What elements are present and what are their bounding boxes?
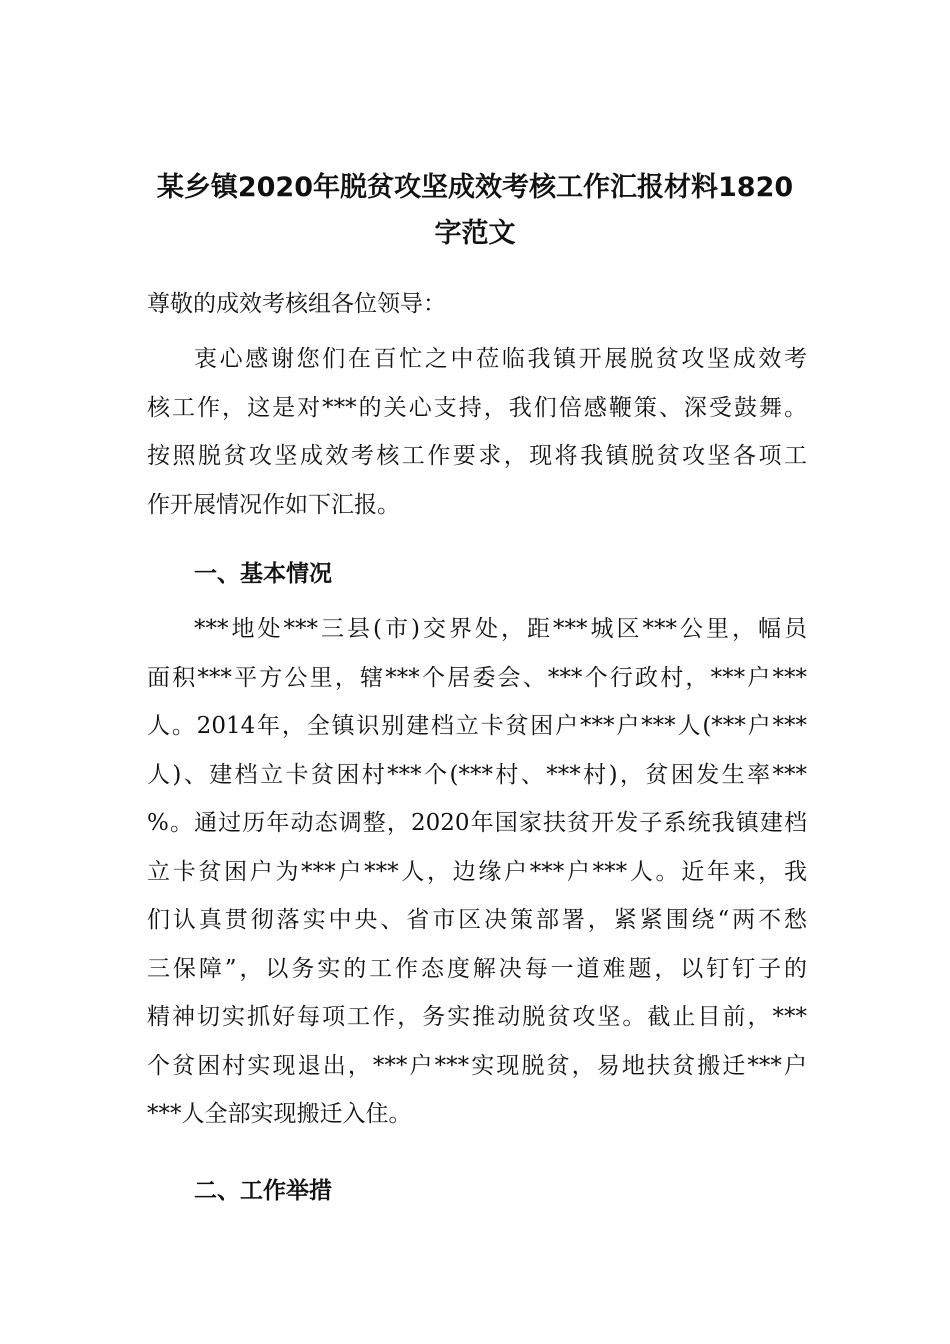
section-heading-work-measures: 二、工作举措 xyxy=(194,1178,332,1204)
basic-info-paragraph xyxy=(147,605,807,1139)
section-heading-basic-info: 一、基本情况 xyxy=(194,561,332,587)
title-line-1: 某乡镇2020年脱贫攻坚成效考核工作汇报材料1820 xyxy=(156,172,794,203)
paragraph-line: ***人全部实现搬迁入住。 xyxy=(147,1101,412,1127)
paragraph-line: 们认真贯彻落实中央、省市区决策部署，紧紧围绕“两不愁 xyxy=(147,907,807,933)
intro-paragraph xyxy=(147,335,807,529)
paragraph-line: 立卡贫困户为***户***人，边缘户***户***人。近年来，我 xyxy=(147,858,807,885)
title-line-2: 字范文 xyxy=(434,218,516,249)
paragraph-line: 个贫困村实现退出，***户***实现脱贫，易地扶贫搬迁***户 xyxy=(147,1052,807,1079)
intro-line: 按照脱贫攻坚成效考核工作要求，现将我镇脱贫攻坚各项工 xyxy=(147,443,807,469)
paragraph-line: ***地处***三县(市)交界处，距***城区***公里，幅员 xyxy=(194,616,807,642)
paragraph-line: %。通过历年动态调整，2020年国家扶贫开发子系统我镇建档 xyxy=(147,810,807,836)
salutation: 尊敬的成效考核组各位领导： xyxy=(147,291,446,317)
intro-line: 核工作，这是对***的关心支持，我们倍感鞭策、深受鼓舞。 xyxy=(147,394,807,421)
paragraph-line: 人)、建档立卡贫困村***个(***村、***村)，贫困发生率*** xyxy=(147,761,807,788)
intro-line: 衷心感谢您们在百忙之中莅临我镇开展脱贫攻坚成效考 xyxy=(194,346,807,372)
paragraph-line: 人。2014年，全镇识别建档立卡贫困户***户***人(***户*** xyxy=(147,713,807,739)
paragraph-line: 三保障”，以务实的工作态度解决每一道难题，以钉钉子的 xyxy=(147,955,807,982)
intro-line: 作开展情况作如下汇报。 xyxy=(147,491,400,518)
document-title xyxy=(120,165,830,257)
paragraph-line: 精神切实抓好每项工作，务实推动脱贫攻坚。截止目前，*** xyxy=(147,1004,807,1030)
paragraph-line: 面积***平方公里，辖***个居委会、***个行政村，***户*** xyxy=(147,664,807,691)
